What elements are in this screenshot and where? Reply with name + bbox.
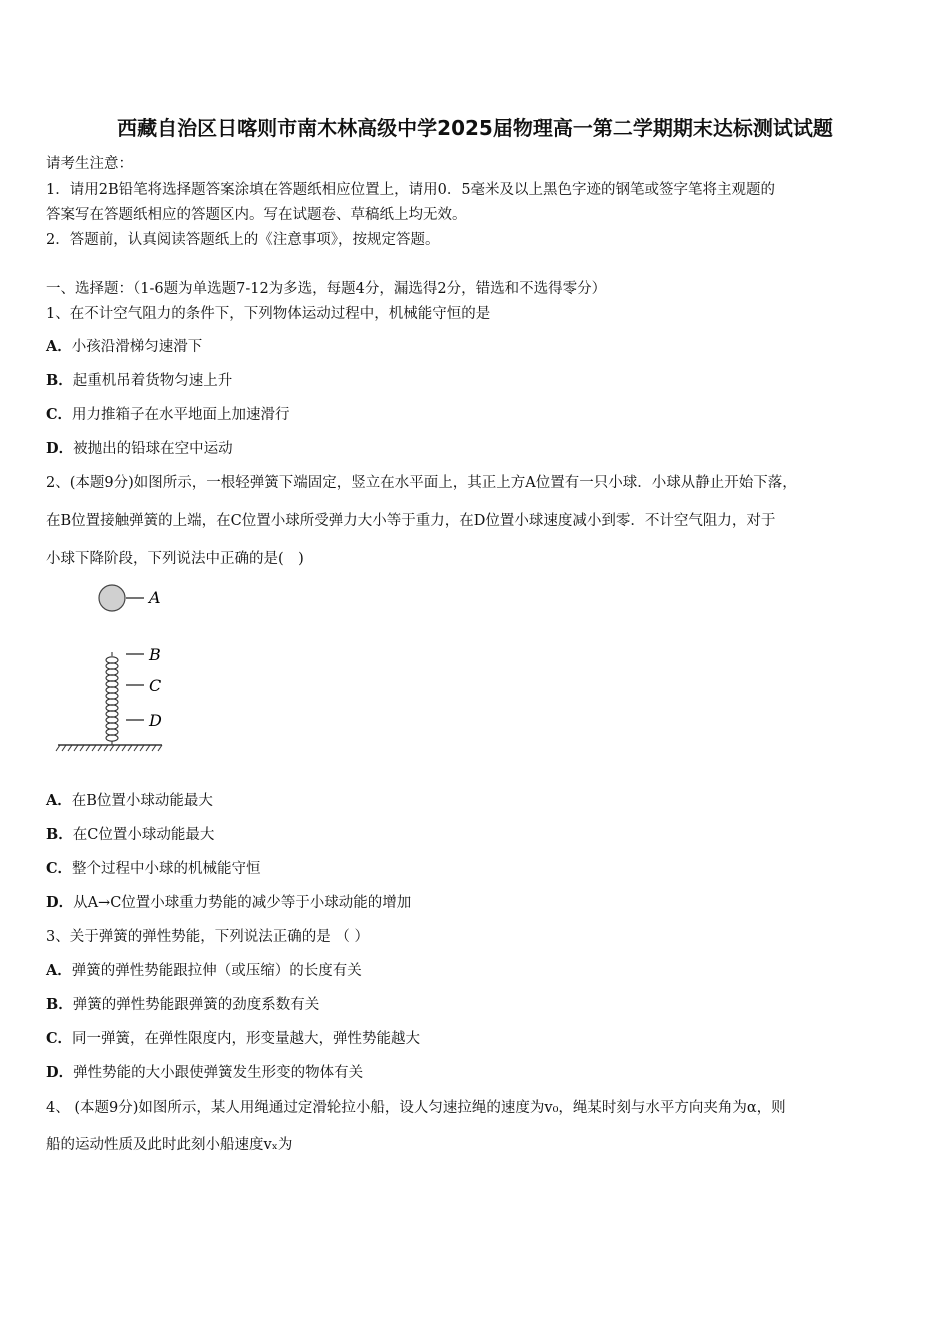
q2-option-c — [46, 857, 916, 878]
q1-option-d — [46, 437, 916, 458]
option-text: 弹簧的弹性势能跟拉伸（或压缩）的长度有关 — [71, 963, 362, 979]
option-key: A． — [46, 338, 72, 355]
option-key: B． — [46, 372, 73, 389]
q4-stem-line1: 4、 (本题9分)如图所示，某人用绳通过定滑轮拉小船，设人匀速拉绳的速度为v₀，绳某时刻与水平方向夹角为α，则 — [46, 1100, 786, 1116]
q3-option-c — [46, 1027, 916, 1048]
q3-option-b — [46, 993, 916, 1014]
spring-ball-figure — [50, 580, 180, 755]
option-text: 弹性势能的大小跟使弹簧发生形变的物体有关 — [73, 1065, 364, 1081]
q4-stem-line2: 船的运动性质及此时此刻小船速度vₓ为 — [46, 1137, 293, 1153]
section-heading: 一、选择题：（1-6题为单选题7-12为多选，每题4分，漏选得2分，错选和不选得零分） — [46, 281, 607, 297]
option-text: 起重机吊着货物匀速上升 — [72, 373, 233, 389]
option-text: 小孩沿滑梯匀速滑下 — [71, 339, 203, 355]
q2-stem-line1: 2、(本题9分)如图所示，一根轻弹簧下端固定，竖立在水平面上，其正上方A位置有一只小球．小球从静止开始下落， — [46, 475, 797, 491]
option-key: D． — [46, 894, 74, 911]
option-text: 从A→C位置小球重力势能的减少等于小球动能的增加 — [73, 895, 412, 911]
notice-heading: 请考生注意： — [46, 156, 133, 172]
figure-label-c: C — [149, 676, 162, 695]
q2-option-d — [46, 891, 916, 912]
q1-option-c — [46, 403, 916, 424]
q3-option-a — [46, 959, 916, 980]
q1-stem: 1、在不计空气阻力的条件下，下列物体运动过程中，机械能守恒的是 — [46, 306, 491, 322]
option-key: D． — [46, 440, 74, 457]
option-key: B． — [46, 826, 73, 843]
figure-label-a: A — [149, 588, 161, 607]
figure-label-d: D — [149, 711, 162, 730]
option-key: A． — [46, 792, 72, 809]
option-key: C． — [46, 1030, 73, 1047]
q2-option-b — [46, 823, 916, 844]
notice-item-1-cont: 答案写在答题纸相应的答题区内。写在试题卷、草稿纸上均无效。 — [46, 207, 467, 223]
notice-item-2: 2．答题前，认真阅读答题纸上的《注意事项》，按规定答题。 — [46, 232, 440, 248]
ground — [56, 745, 162, 751]
option-text: 同一弹簧，在弹性限度内，形变量越大，弹性势能越大 — [72, 1031, 421, 1047]
q1-option-a — [46, 335, 916, 356]
exam-title: 西藏自治区日喀则市南木林高级中学2025届物理高一第二学期期末达标测试试题 — [117, 116, 833, 140]
q3-option-d — [46, 1061, 916, 1082]
option-key: B． — [46, 996, 73, 1013]
notice-item-1: 1．请用2B铅笔将选择题答案涂填在答题纸相应位置上，请用0．5毫米及以上黑色字迹的钢笔或签字笔将主观题的 — [46, 182, 776, 198]
option-text: 整个过程中小球的机械能守恒 — [72, 861, 261, 877]
q2-stem-line3: 小球下降阶段，下列说法中正确的是( ) — [46, 551, 304, 567]
option-key: C． — [46, 860, 73, 877]
spring — [106, 652, 118, 745]
option-text: 被抛出的铅球在空中运动 — [73, 441, 233, 457]
q2-option-a — [46, 789, 916, 810]
q3-stem: 3、关于弹簧的弹性势能，下列说法正确的是 （ ） — [46, 929, 369, 945]
option-key: C． — [46, 406, 73, 423]
option-text: 在B位置小球动能最大 — [71, 793, 213, 809]
option-key: A． — [46, 962, 72, 979]
option-text: 用力推箱子在水平地面上加速滑行 — [72, 407, 290, 423]
q1-option-b — [46, 369, 916, 390]
option-text: 弹簧的弹性势能跟弹簧的劲度系数有关 — [72, 997, 320, 1013]
option-key: D． — [46, 1064, 74, 1081]
ball — [99, 585, 125, 611]
q2-stem-line2: 在B位置接触弹簧的上端，在C位置小球所受弹力大小等于重力，在D位置小球速度减小到零．不计空气阻力，对于 — [46, 513, 776, 529]
option-text: 在C位置小球动能最大 — [72, 827, 215, 843]
figure-label-b: B — [149, 645, 161, 664]
